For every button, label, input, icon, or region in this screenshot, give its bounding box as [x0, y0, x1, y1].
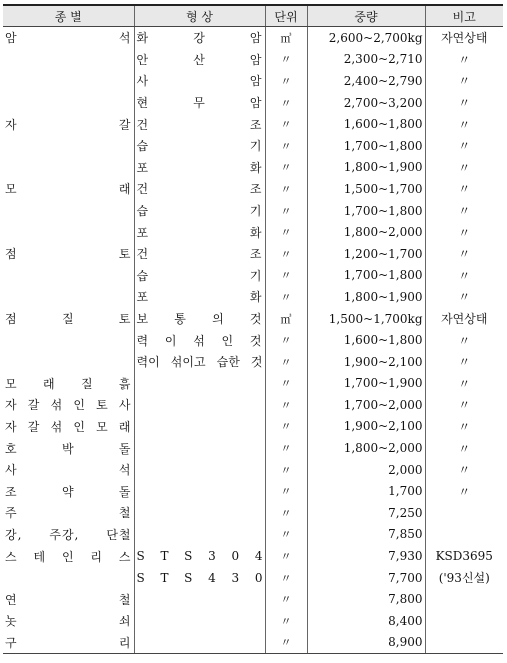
cell-shape: [134, 588, 265, 610]
cell-shape: 보 통 의 것: [134, 308, 265, 330]
cell-note: 〃: [425, 200, 503, 222]
cell-unit: 〃: [265, 243, 307, 265]
cell-note: 〃: [425, 416, 503, 438]
cell-shape: [134, 502, 265, 524]
cell-weight: 2,000: [307, 459, 425, 481]
cell-category: [3, 135, 134, 157]
cell-shape: 포 화: [134, 157, 265, 179]
cell-weight: 7,930: [307, 545, 425, 567]
cell-shape: 사 암: [134, 70, 265, 92]
cell-category: 자 갈: [5, 117, 132, 132]
table-row: [3, 200, 503, 222]
cell-note: 〃: [425, 329, 503, 351]
cell-weight: 1,700: [307, 480, 425, 502]
cell-note: 〃: [425, 92, 503, 114]
cell-unit: 〃: [265, 329, 307, 351]
cell-category: [3, 49, 134, 71]
cell-weight: 1,700~1,900: [307, 373, 425, 395]
cell-weight: 8,900: [307, 632, 425, 654]
cell-note: [425, 588, 503, 610]
table-row: [3, 157, 503, 179]
cell-unit: 〃: [265, 373, 307, 395]
cell-unit: 〃: [265, 416, 307, 438]
table-row: [3, 221, 503, 243]
cell-note: 〃: [425, 243, 503, 265]
cell-unit: 〃: [265, 524, 307, 546]
cell-unit: 〃: [265, 567, 307, 589]
cell-weight: 7,700: [307, 567, 425, 589]
cell-note: 자연상태: [425, 308, 503, 330]
cell-unit: 〃: [265, 92, 307, 114]
table-row: [3, 524, 503, 546]
cell-unit: 〃: [265, 265, 307, 287]
cell-weight: 1,700~1,800: [307, 265, 425, 287]
cell-unit: 〃: [265, 157, 307, 179]
unit-weight-table: [3, 4, 503, 654]
cell-unit: 〃: [265, 351, 307, 373]
cell-note: [425, 610, 503, 632]
cell-shape: [134, 437, 265, 459]
cell-unit: 〃: [265, 394, 307, 416]
cell-weight: 1,800~2,000: [307, 437, 425, 459]
cell-category: 암 석: [5, 31, 132, 46]
cell-category: [3, 265, 134, 287]
cell-weight: 1,800~2,000: [307, 221, 425, 243]
cell-unit: 〃: [265, 70, 307, 92]
cell-weight: 1,500~1,700kg: [307, 308, 425, 330]
cell-category: [3, 351, 134, 373]
cell-note: 〃: [425, 394, 503, 416]
cell-weight: 1,800~1,900: [307, 286, 425, 308]
cell-shape: 현 무 암: [134, 92, 265, 114]
cell-weight: 1,700~1,800: [307, 135, 425, 157]
cell-unit: 〃: [265, 221, 307, 243]
cell-note: 〃: [425, 459, 503, 481]
cell-weight: 1,600~1,800: [307, 113, 425, 135]
cell-weight: 8,400: [307, 610, 425, 632]
cell-category: [3, 157, 134, 179]
cell-category: [3, 567, 134, 589]
cell-shape: 건 조: [134, 178, 265, 200]
table-row: [3, 480, 503, 502]
table-row: [3, 351, 503, 373]
cell-shape: 력 이 섞 인 것: [134, 329, 265, 351]
table-row: [3, 416, 503, 438]
table-row: [3, 92, 503, 114]
cell-category: 자 갈 섞 인 모 래: [5, 419, 132, 434]
table-row: [3, 588, 503, 610]
cell-unit: 〃: [265, 502, 307, 524]
cell-note: 〃: [425, 480, 503, 502]
cell-weight: 1,700~2,000: [307, 394, 425, 416]
cell-shape: S T S 3 0 4: [134, 545, 265, 567]
cell-category: 강, 주강, 단철: [5, 527, 132, 542]
cell-category: 점 질 토: [5, 312, 132, 327]
table-row: [3, 27, 503, 49]
cell-shape: 습 기: [134, 135, 265, 157]
cell-unit: 〃: [265, 49, 307, 71]
cell-note: ('93신설): [425, 567, 503, 589]
cell-note: 〃: [425, 113, 503, 135]
cell-category: 사 석: [5, 463, 132, 478]
table-row: [3, 178, 503, 200]
header-note: 비고: [425, 5, 503, 27]
cell-category: 구 리: [3, 632, 134, 654]
cell-weight: 2,400~2,790: [307, 70, 425, 92]
cell-note: 〃: [425, 178, 503, 200]
cell-weight: 7,800: [307, 588, 425, 610]
table-row: [3, 49, 503, 71]
cell-note: KSD3695: [425, 545, 503, 567]
table-header: [3, 5, 503, 27]
cell-category: 조 약 돌: [5, 484, 132, 499]
table-row: [3, 135, 503, 157]
header-row: [3, 5, 503, 27]
cell-note: [425, 502, 503, 524]
table-row: [3, 610, 503, 632]
cell-weight: 2,300~2,710: [307, 49, 425, 71]
cell-note: 〃: [425, 351, 503, 373]
cell-note: 〃: [425, 286, 503, 308]
cell-shape: [134, 610, 265, 632]
cell-weight: 1,500~1,700: [307, 178, 425, 200]
cell-shape: [134, 480, 265, 502]
cell-weight: 2,700~3,200: [307, 92, 425, 114]
cell-note: 〃: [425, 373, 503, 395]
cell-shape: S T S 4 3 0: [134, 567, 265, 589]
cell-category: [3, 286, 134, 308]
cell-shape: [134, 459, 265, 481]
cell-note: 〃: [425, 49, 503, 71]
cell-note: 〃: [425, 437, 503, 459]
cell-shape: 건 조: [134, 113, 265, 135]
table-row: [3, 286, 503, 308]
cell-unit: 〃: [265, 545, 307, 567]
cell-unit: 〃: [265, 437, 307, 459]
table-row: [3, 329, 503, 351]
cell-note: 〃: [425, 265, 503, 287]
cell-unit: ㎥: [265, 27, 307, 49]
cell-weight: 1,700~1,800: [307, 200, 425, 222]
cell-shape: 포 화: [134, 286, 265, 308]
cell-unit: ㎥: [265, 308, 307, 330]
cell-category: 주 철: [5, 506, 132, 521]
cell-note: 〃: [425, 135, 503, 157]
table-row: [3, 394, 503, 416]
cell-shape: 습 기: [134, 265, 265, 287]
cell-unit: 〃: [265, 480, 307, 502]
cell-weight: 1,900~2,100: [307, 416, 425, 438]
cell-weight: 2,600~2,700kg: [307, 27, 425, 49]
cell-note: 〃: [425, 221, 503, 243]
cell-unit: 〃: [265, 588, 307, 610]
cell-unit: 〃: [265, 286, 307, 308]
cell-weight: 1,600~1,800: [307, 329, 425, 351]
cell-category: 놋 쇠: [5, 614, 132, 629]
cell-shape: 포 화: [134, 221, 265, 243]
cell-shape: [134, 416, 265, 438]
cell-category: [3, 70, 134, 92]
cell-note: 자연상태: [425, 27, 503, 49]
cell-shape: 습 기: [134, 200, 265, 222]
cell-unit: 〃: [265, 459, 307, 481]
cell-shape: [134, 373, 265, 395]
cell-weight: 1,800~1,900: [307, 157, 425, 179]
cell-category: 스 테 인 리 스: [5, 549, 132, 564]
cell-unit: 〃: [265, 113, 307, 135]
cell-unit: 〃: [265, 632, 307, 654]
cell-weight: 1,900~2,100: [307, 351, 425, 373]
cell-shape: 력이 섞이고 습한 것: [134, 351, 265, 373]
cell-category: [3, 200, 134, 222]
cell-category: [3, 221, 134, 243]
cell-category: [3, 329, 134, 351]
cell-weight: 7,850: [307, 524, 425, 546]
cell-category: 자 갈 섞 인 토 사: [5, 398, 132, 413]
cell-category: 모 래: [5, 182, 132, 197]
table-row: [3, 632, 503, 654]
table-row: [3, 243, 503, 265]
cell-category: 점 토: [5, 247, 132, 262]
table-row: [3, 113, 503, 135]
table-row: [3, 265, 503, 287]
cell-category: 모 래 질 흙: [5, 376, 132, 391]
table-row: [3, 459, 503, 481]
cell-unit: 〃: [265, 135, 307, 157]
cell-category: 호 박 돌: [5, 441, 132, 456]
table-row: [3, 308, 503, 330]
cell-unit: 〃: [265, 610, 307, 632]
table-row: [3, 437, 503, 459]
cell-shape: [134, 394, 265, 416]
table-row: [3, 70, 503, 92]
header-weight: 중량: [307, 5, 425, 27]
table-row: [3, 545, 503, 567]
header-category: 종 별: [3, 5, 134, 27]
cell-shape: 화 강 암: [134, 27, 265, 49]
header-shape: 형 상: [134, 5, 265, 27]
cell-category: [3, 92, 134, 114]
cell-shape: [134, 632, 265, 654]
cell-unit: 〃: [265, 178, 307, 200]
table-body: [3, 27, 503, 654]
table-row: [3, 373, 503, 395]
cell-category: 연 철: [5, 592, 132, 607]
table-row: [3, 502, 503, 524]
cell-note: 〃: [425, 157, 503, 179]
cell-weight: 7,250: [307, 502, 425, 524]
cell-note: 〃: [425, 70, 503, 92]
cell-unit: 〃: [265, 200, 307, 222]
cell-shape: 건 조: [134, 243, 265, 265]
table-row: [3, 567, 503, 589]
cell-note: [425, 524, 503, 546]
cell-weight: 1,200~1,700: [307, 243, 425, 265]
cell-note: [425, 632, 503, 654]
cell-shape: 안 산 암: [134, 49, 265, 71]
cell-shape: [134, 524, 265, 546]
header-unit: 단위: [265, 5, 307, 27]
